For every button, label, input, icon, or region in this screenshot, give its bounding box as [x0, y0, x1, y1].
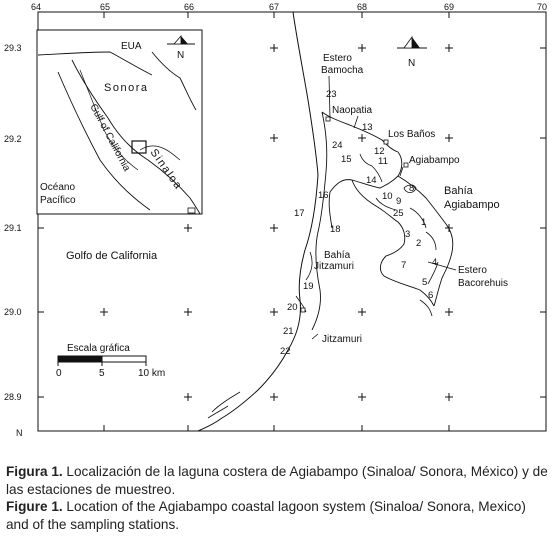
label-estero-bamocha-2: Bamocha	[321, 65, 364, 76]
scale-label-10: 10 km	[138, 368, 166, 379]
station-24: 24	[332, 140, 343, 151]
caption-en-label: Figure 1.	[6, 499, 63, 514]
station-6: 6	[428, 290, 434, 301]
station-12: 12	[374, 146, 385, 157]
scale-label-5: 5	[99, 368, 105, 379]
label-bahia-jitzamuri-2: Jitzamuri	[314, 261, 355, 272]
station-22: 22	[280, 346, 291, 357]
station-3: 3	[405, 229, 411, 240]
lon-tick-64: 64	[31, 2, 42, 12]
station-25: 25	[393, 208, 404, 219]
scale-label-0: 0	[56, 368, 62, 379]
caption-es-label: Figura 1.	[6, 464, 63, 479]
north-arrow-icon	[397, 37, 427, 69]
label-estero-bamocha-1: Estero	[323, 53, 352, 64]
lon-tick-68: 68	[357, 2, 368, 12]
label-bahia-jitzamuri-1: Bahía	[324, 250, 351, 261]
lat-tick-29-2: 29.2	[4, 134, 22, 144]
lat-tick-29-3: 29.3	[4, 43, 22, 53]
inset-gulf-label: Gulf of California	[87, 102, 133, 174]
station-23: 23	[326, 89, 337, 100]
lon-tick-65: 65	[100, 2, 111, 12]
inset-sonora-label: Sonora	[104, 82, 149, 94]
label-naopatia: Naopatia	[332, 105, 373, 116]
station-17: 17	[294, 208, 305, 219]
lon-tick-69: 69	[444, 2, 455, 12]
lat-tick-28-9: 28.9	[4, 392, 22, 402]
lat-tick-29-1: 29.1	[4, 223, 22, 233]
label-estero-bacorehuis-1: Estero	[458, 265, 487, 276]
inset-map	[37, 30, 202, 214]
caption-spanish	[6, 463, 552, 498]
station-14: 14	[366, 175, 377, 186]
station-8: 8	[409, 183, 415, 194]
sand-spit	[208, 392, 240, 418]
station-15: 15	[341, 154, 352, 165]
station-21: 21	[283, 326, 294, 337]
lon-tick-66: 66	[184, 2, 195, 12]
inset-north-label: N	[177, 50, 185, 61]
station-18: 18	[330, 224, 341, 235]
caption-english	[6, 498, 552, 533]
label-jitzamuri: Jitzamuri	[322, 334, 363, 345]
station-7: 7	[401, 260, 407, 271]
inset-country-label: EUA	[121, 41, 142, 52]
station-11: 11	[378, 156, 388, 167]
caption-es-text: Localización de la laguna costera de Agiabampo (Sinaloa/ Sonora, México) y de las estaciones de muestreo.	[6, 464, 548, 497]
scale-bar	[56, 343, 165, 379]
north-label: N	[408, 58, 416, 69]
station-16: 16	[318, 190, 329, 201]
scale-title: Escala gráfica	[67, 343, 130, 354]
station-9: 9	[396, 196, 402, 207]
station-20: 20	[287, 302, 298, 313]
caption-en-text: Location of the Agiabampo coastal lagoon system (Sinaloa/ Sonora, Mexico) and of the sampling stations.	[6, 499, 526, 532]
station-4: 4	[432, 257, 438, 268]
label-estero-bacorehuis-2: Bacorehuis	[458, 278, 509, 289]
inset-ocean-label-1: Océano	[40, 182, 76, 193]
coastline	[198, 12, 318, 431]
station-1: 1	[421, 217, 427, 228]
lon-tick-67: 67	[269, 2, 280, 12]
label-bahia-agiabampo-2: Agiabampo	[444, 199, 500, 211]
corner-north-label: N	[16, 428, 23, 438]
label-golfo-de-california: Golfo de California	[66, 250, 158, 262]
inset-sinaloa-label: Sinaloa	[147, 146, 185, 193]
station-19: 19	[303, 281, 314, 292]
label-agiabampo: Agiabampo	[409, 155, 460, 166]
station-2: 2	[416, 238, 422, 249]
inset-ocean-label-2: Pacífico	[40, 195, 76, 206]
station-5: 5	[422, 277, 428, 288]
station-10: 10	[382, 191, 393, 202]
lat-tick-29-0: 29.0	[4, 307, 22, 317]
figure-caption	[6, 463, 552, 533]
lon-tick-70: 70	[537, 2, 548, 12]
label-bahia-agiabampo-1: Bahía	[444, 185, 473, 197]
station-13: 13	[362, 122, 373, 133]
label-los-banos: Los Baños	[388, 129, 436, 140]
